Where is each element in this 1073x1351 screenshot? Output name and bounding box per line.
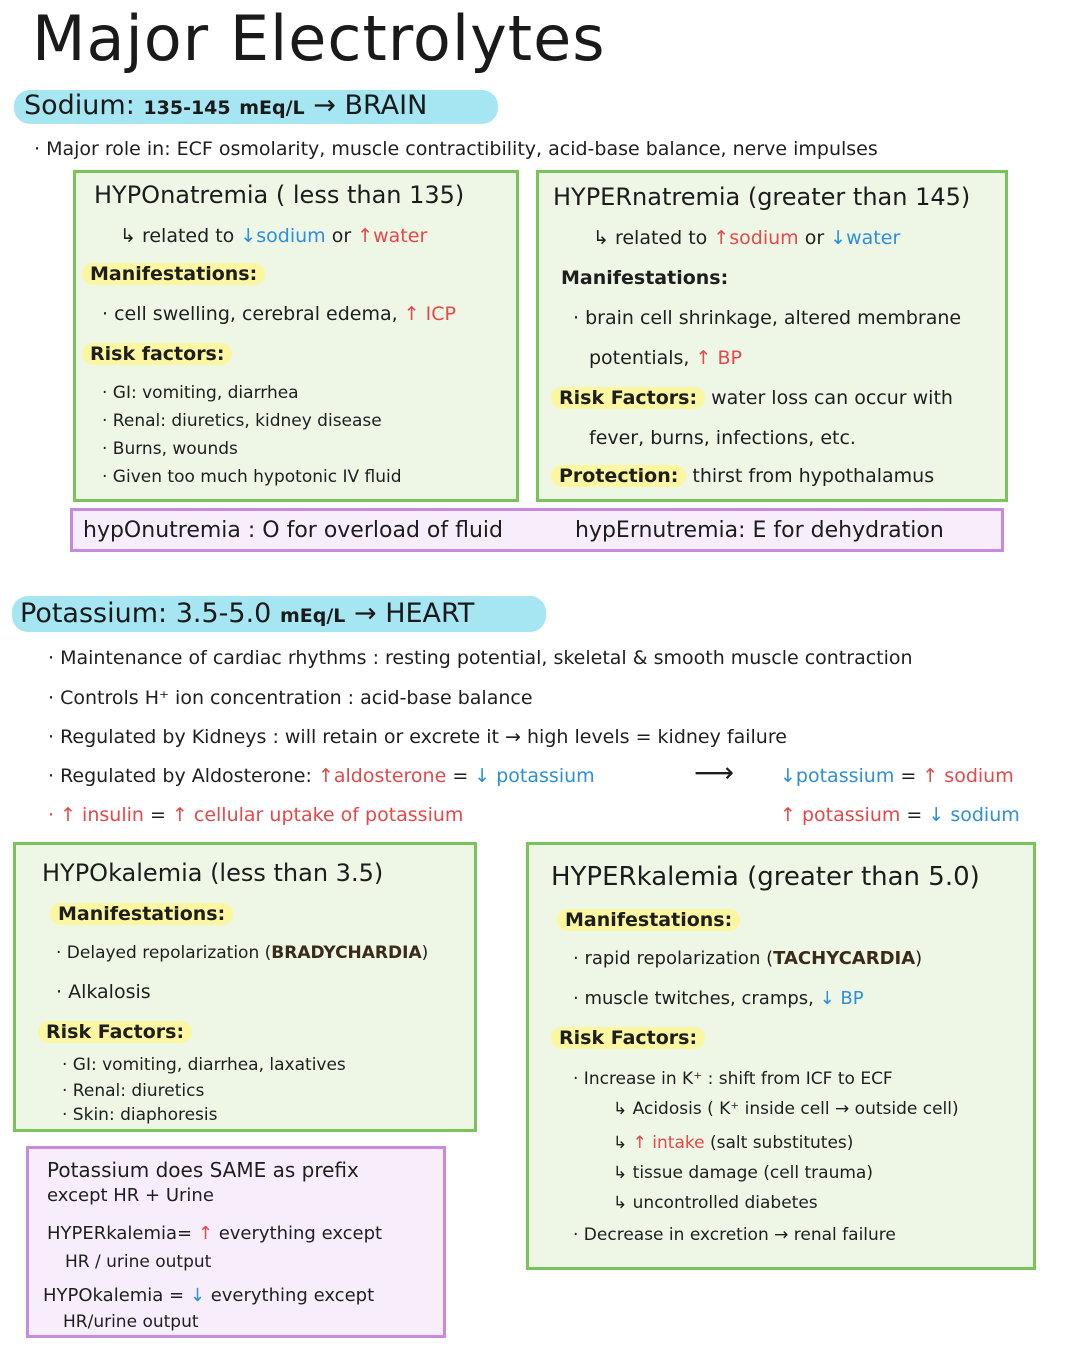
note-line-6: HR/urine output: [63, 1312, 199, 1332]
manifestations-text: · cell swelling, cerebral edema,: [102, 303, 398, 325]
hyponatremia-manifestations: [102, 301, 456, 327]
hypernatremia-manifestations-label: [553, 265, 736, 291]
relation-1: [780, 763, 1014, 789]
hyperkalemia-manifestation-1: [573, 947, 922, 971]
potassium-bullet-3: · Regulated by Kidneys : will retain or excrete it → high levels = kidney failure: [48, 726, 787, 748]
rel2-eq: =: [906, 804, 923, 826]
note-up-arrow: ↑: [197, 1223, 213, 1244]
protection-highlight: Protection:: [551, 465, 686, 487]
risk-line-1: water loss can occur with: [711, 387, 953, 409]
hyponatremia-risk-1: · GI: vomiting, diarrhea: [102, 383, 299, 403]
hypokalemia-manifestation-2: · Alkalosis: [56, 981, 151, 1003]
hyponatremia-risk-label: [82, 341, 232, 367]
insulin-up: ↑ insulin: [60, 804, 144, 826]
related-or: or: [331, 225, 352, 247]
manifestations-highlight: Manifestations:: [82, 263, 265, 285]
potassium-note-box: [26, 1146, 446, 1338]
r3-intake: ↑ intake: [632, 1133, 705, 1153]
long-arrow: ⟶: [694, 756, 735, 789]
note-line-1: Potassium does SAME as prefix: [47, 1158, 359, 1182]
sodium-range: 135-145: [143, 97, 231, 119]
potassium-aldosterone: [48, 763, 595, 789]
hypernatremia-manifestations-2: [589, 345, 742, 371]
mnemonic-hypernatremia: hypErnutremia: E for dehydration: [575, 518, 944, 543]
hypernatremia-risk-2: fever, burns, infections, etc.: [589, 427, 856, 449]
rel2-sodium: ↓ sodium: [928, 804, 1020, 826]
hypokalemia-manifestation-1: [56, 941, 428, 965]
hypernatremia-related: [593, 225, 900, 251]
related-prefix: ↳ related to: [593, 227, 708, 249]
m1-close: ): [421, 943, 429, 963]
hyperkalemia-risk-3: [613, 1131, 853, 1155]
insulin-line: [48, 802, 463, 828]
hypokalemia-risk-2: · Renal: diuretics: [62, 1081, 205, 1101]
rel1-eq: =: [900, 765, 917, 787]
hyponatremia-title: HYPOnatremia ( less than 135): [94, 181, 465, 209]
hyperkalemia-box: [526, 842, 1036, 1270]
rel1-sodium: ↑ sodium: [922, 765, 1014, 787]
hyperkalemia-risk-4: ↳ tissue damage (cell trauma): [613, 1163, 873, 1183]
m1-text: · rapid repolarization (: [573, 948, 774, 969]
potassium-arrow: →: [353, 598, 377, 629]
potassium-label: Potassium:: [20, 598, 168, 629]
hyperkalemia-manifestation-2: [573, 987, 864, 1011]
hypokalemia-risk-1: · GI: vomiting, diarrhea, laxatives: [62, 1055, 346, 1075]
hyperkalemia-risk-5: ↳ uncontrolled diabetes: [613, 1193, 818, 1213]
hypokalemia-box: [13, 842, 477, 1132]
related-sodium: ↑sodium: [713, 227, 799, 249]
insulin-dot: ·: [48, 804, 55, 826]
m1-bradycardia: BRADYCHARDIA: [271, 943, 422, 963]
hyponatremia-box: [73, 170, 519, 502]
risk-highlight: Risk Factors:: [38, 1021, 192, 1043]
hyperkalemia-risk-2: ↳ Acidosis ( K⁺ inside cell → outside cell): [613, 1099, 959, 1119]
note-hyper-rest: everything except: [218, 1223, 383, 1244]
sodium-label: Sodium:: [24, 90, 135, 121]
hyponatremia-manifestations-label: [82, 261, 265, 287]
hyperkalemia-manifestations-label: [557, 907, 740, 933]
potassium-bullet-2: · Controls H⁺ ion concentration : acid-base balance: [48, 687, 533, 709]
relation-2: [780, 802, 1020, 828]
hyponatremia-risk-3: · Burns, wounds: [102, 439, 238, 459]
related-water: ↓water: [830, 227, 901, 249]
note-hyper-prefix: HYPERkalemia=: [47, 1223, 193, 1244]
hypernatremia-title: HYPERnatremia (greater than 145): [553, 183, 971, 211]
r3-salt: (salt substitutes): [710, 1133, 854, 1153]
manifestations-label-text: Manifestations:: [561, 267, 729, 289]
hyperkalemia-risk-6: · Decrease in excretion → renal failure: [573, 1225, 896, 1245]
sodium-mnemonic-box: [70, 508, 1004, 552]
hyponatremia-risk-4: · Given too much hypotonic IV fluid: [102, 467, 402, 487]
protection-text: thirst from hypothalamus: [692, 465, 935, 487]
potassium-heading: [20, 596, 474, 634]
m1-tachycardia: TACHYCARDIA: [773, 948, 916, 969]
manifestations-highlight: Manifestations:: [50, 903, 233, 925]
m1-close: ): [915, 948, 923, 969]
aldo-label: · Regulated by Aldosterone:: [48, 765, 312, 787]
hypokalemia-manifestations-label: [50, 901, 233, 927]
hypernatremia-risk: [551, 385, 953, 411]
manifestations-highlight: Manifestations:: [557, 909, 740, 931]
potassium-bullet-1: · Maintenance of cardiac rhythms : resting potential, skeletal & smooth muscle contraction: [48, 647, 913, 669]
m2-text: · muscle twitches, cramps,: [573, 988, 814, 1009]
page-title: Major Electrolytes: [32, 2, 606, 75]
risk-highlight: Risk Factors:: [551, 387, 705, 409]
rel1-potassium: ↓potassium: [780, 765, 895, 787]
risk-highlight: Risk factors:: [82, 343, 232, 365]
hypokalemia-risk-label: [38, 1019, 192, 1045]
related-water: ↑water: [357, 225, 428, 247]
manifestations-icp: ↑ ICP: [403, 303, 456, 325]
r3-prefix: ↳: [613, 1133, 628, 1153]
manifestations-potentials: potentials,: [589, 347, 690, 369]
hyperkalemia-title: HYPERkalemia (greater than 5.0): [551, 862, 980, 892]
note-hypo-rest: everything except: [210, 1285, 375, 1306]
related-sodium: ↓sodium: [240, 225, 326, 247]
note-down-arrow: ↓: [189, 1285, 205, 1306]
hyponatremia-related: [120, 223, 427, 249]
rel2-potassium: ↑ potassium: [780, 804, 901, 826]
hyperkalemia-risk-1: · Increase in K⁺ : shift from ICF to ECF: [573, 1069, 893, 1089]
insulin-eq: =: [149, 804, 166, 826]
potassium-organ: HEART: [385, 598, 475, 629]
sodium-organ: BRAIN: [344, 90, 428, 121]
note-line-5: [43, 1283, 374, 1309]
m2-bp: ↓ BP: [819, 988, 864, 1009]
aldo-down: ↓ potassium: [474, 765, 595, 787]
hyperkalemia-risk-label: [551, 1025, 705, 1051]
aldo-up: ↑aldosterone: [317, 765, 447, 787]
hypernatremia-box: [536, 170, 1008, 502]
sodium-arrow: →: [313, 90, 336, 121]
manifestations-bp: ↑ BP: [695, 347, 742, 369]
hypokalemia-title: HYPOkalemia (less than 3.5): [42, 859, 384, 887]
hypernatremia-protection: [551, 463, 934, 489]
insulin-uptake: ↑ cellular uptake of potassium: [171, 804, 464, 826]
note-hypo-prefix: HYPOkalemia =: [43, 1285, 185, 1306]
note-line-2: except HR + Urine: [47, 1185, 214, 1206]
note-line-4: HR / urine output: [65, 1252, 212, 1272]
sodium-role: · Major role in: ECF osmolarity, muscle contractibility, acid-base balance, nerve impulses: [34, 138, 878, 160]
potassium-range: 3.5-5.0: [175, 598, 272, 629]
hyponatremia-risk-2: · Renal: diuretics, kidney disease: [102, 411, 382, 431]
risk-highlight: Risk Factors:: [551, 1027, 705, 1049]
note-line-3: [47, 1221, 382, 1247]
aldo-eq: =: [452, 765, 469, 787]
mnemonic-hyponatremia: hypOnutremia : O for overload of fluid: [83, 518, 503, 543]
sodium-heading: [24, 88, 427, 126]
sodium-unit: mEq/L: [239, 97, 305, 119]
related-or: or: [804, 227, 825, 249]
potassium-unit: mEq/L: [279, 605, 346, 627]
m1-text: · Delayed repolarization (: [56, 943, 272, 963]
hypokalemia-risk-3: · Skin: diaphoresis: [62, 1105, 218, 1125]
hypernatremia-manifestations-1: · brain cell shrinkage, altered membrane: [573, 307, 962, 329]
related-prefix: ↳ related to: [120, 225, 235, 247]
